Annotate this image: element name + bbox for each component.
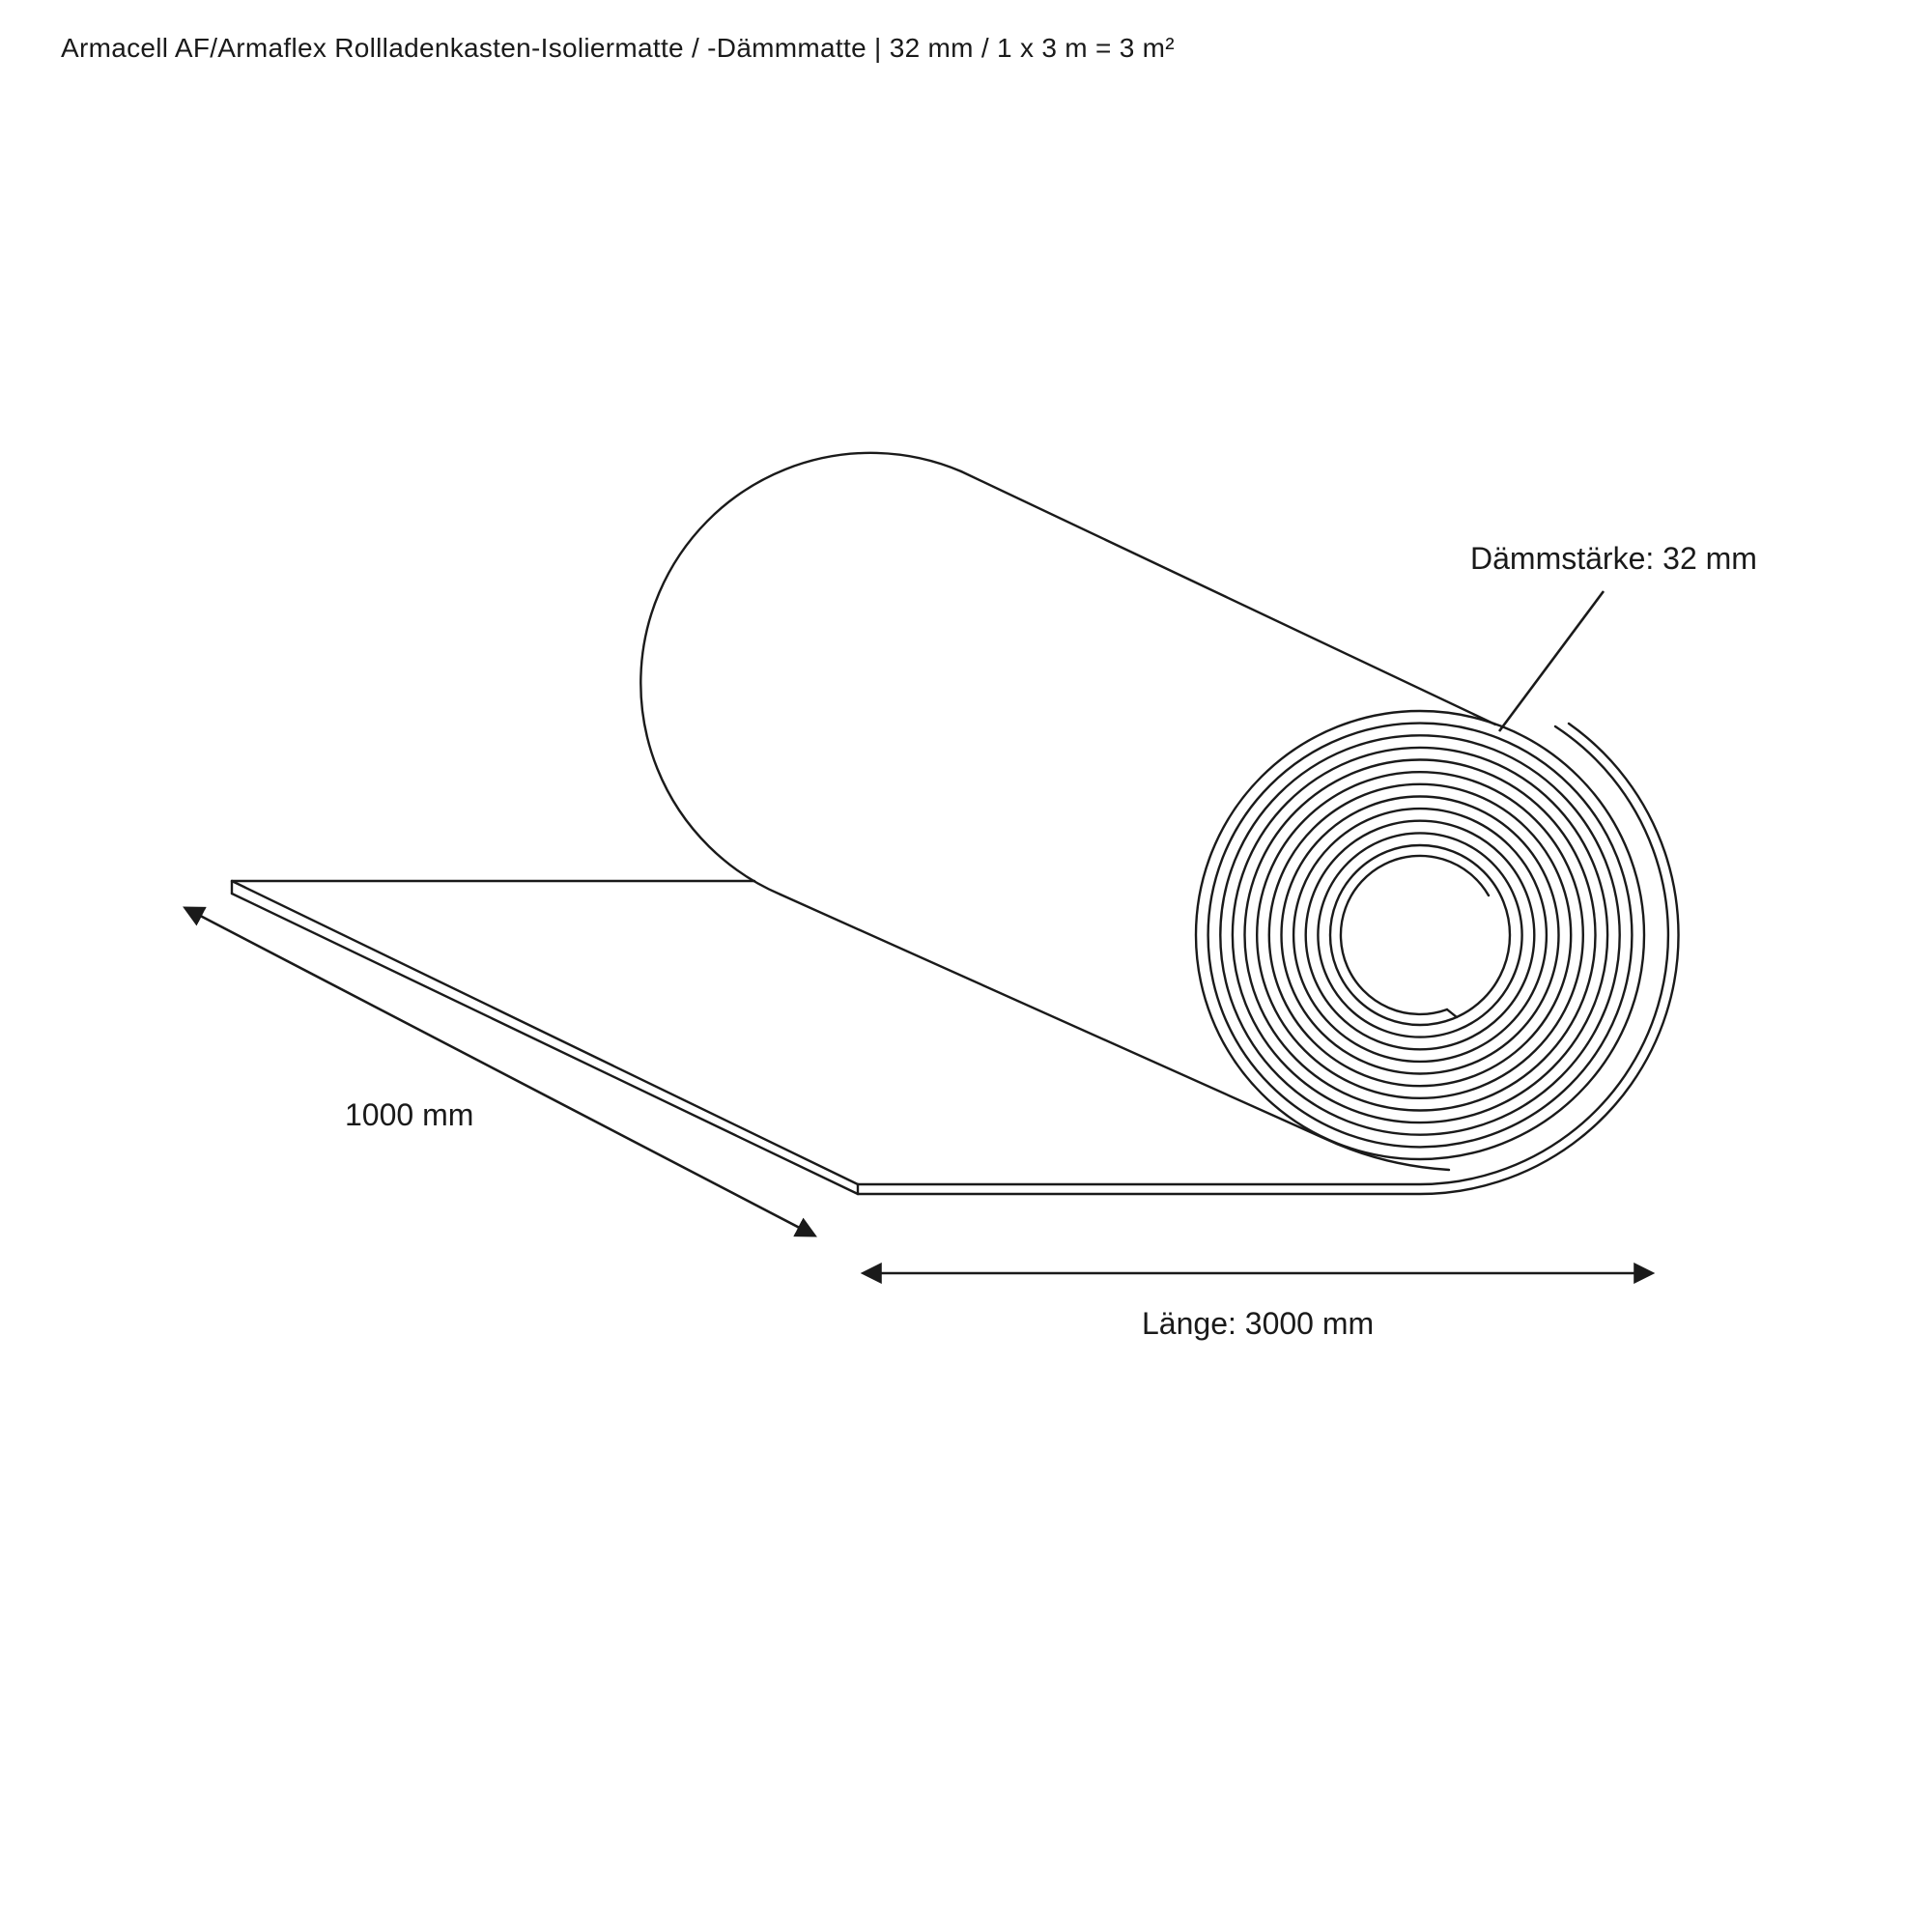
cylinder-bottom-edge — [781, 895, 1449, 1170]
product-title: Armacell AF/Armaflex Rollladenkasten-Isoliermatte / -Dämmmatte | 32 mm / 1 x 3 m = 3 m² — [61, 33, 1175, 63]
roll-ring — [1330, 845, 1510, 1025]
roll-ring — [1233, 748, 1607, 1122]
roll-spiral-face — [1196, 711, 1644, 1159]
cylinder-far-end-arc — [640, 453, 961, 895]
roll-ring — [1245, 760, 1596, 1111]
width-dimension-arrow — [185, 908, 814, 1236]
roll-ring — [1208, 724, 1633, 1148]
roll-ring — [1318, 833, 1521, 1037]
thickness-leader-line — [1499, 591, 1604, 731]
spiral-inner-end-cap — [1447, 1009, 1457, 1017]
length-label: Länge: 3000 mm — [1142, 1306, 1375, 1341]
sheet-left-edge-top — [232, 881, 858, 1184]
roll-ring — [1269, 784, 1571, 1086]
thickness-label: Dämmstärke: 32 mm — [1470, 541, 1757, 576]
sheet-front-edge-bottom-wrap — [858, 724, 1679, 1194]
spiral-inner-end-arc — [1341, 856, 1489, 1014]
roll-ring — [1293, 809, 1547, 1062]
sheet-front-edge-top-wrap — [858, 726, 1668, 1184]
roll-ring — [1196, 711, 1644, 1159]
width-label: 1000 mm — [345, 1097, 474, 1132]
sheet-left-edge-bottom — [232, 894, 858, 1194]
cylinder-top-edge — [961, 471, 1495, 724]
roll-ring — [1282, 797, 1559, 1074]
